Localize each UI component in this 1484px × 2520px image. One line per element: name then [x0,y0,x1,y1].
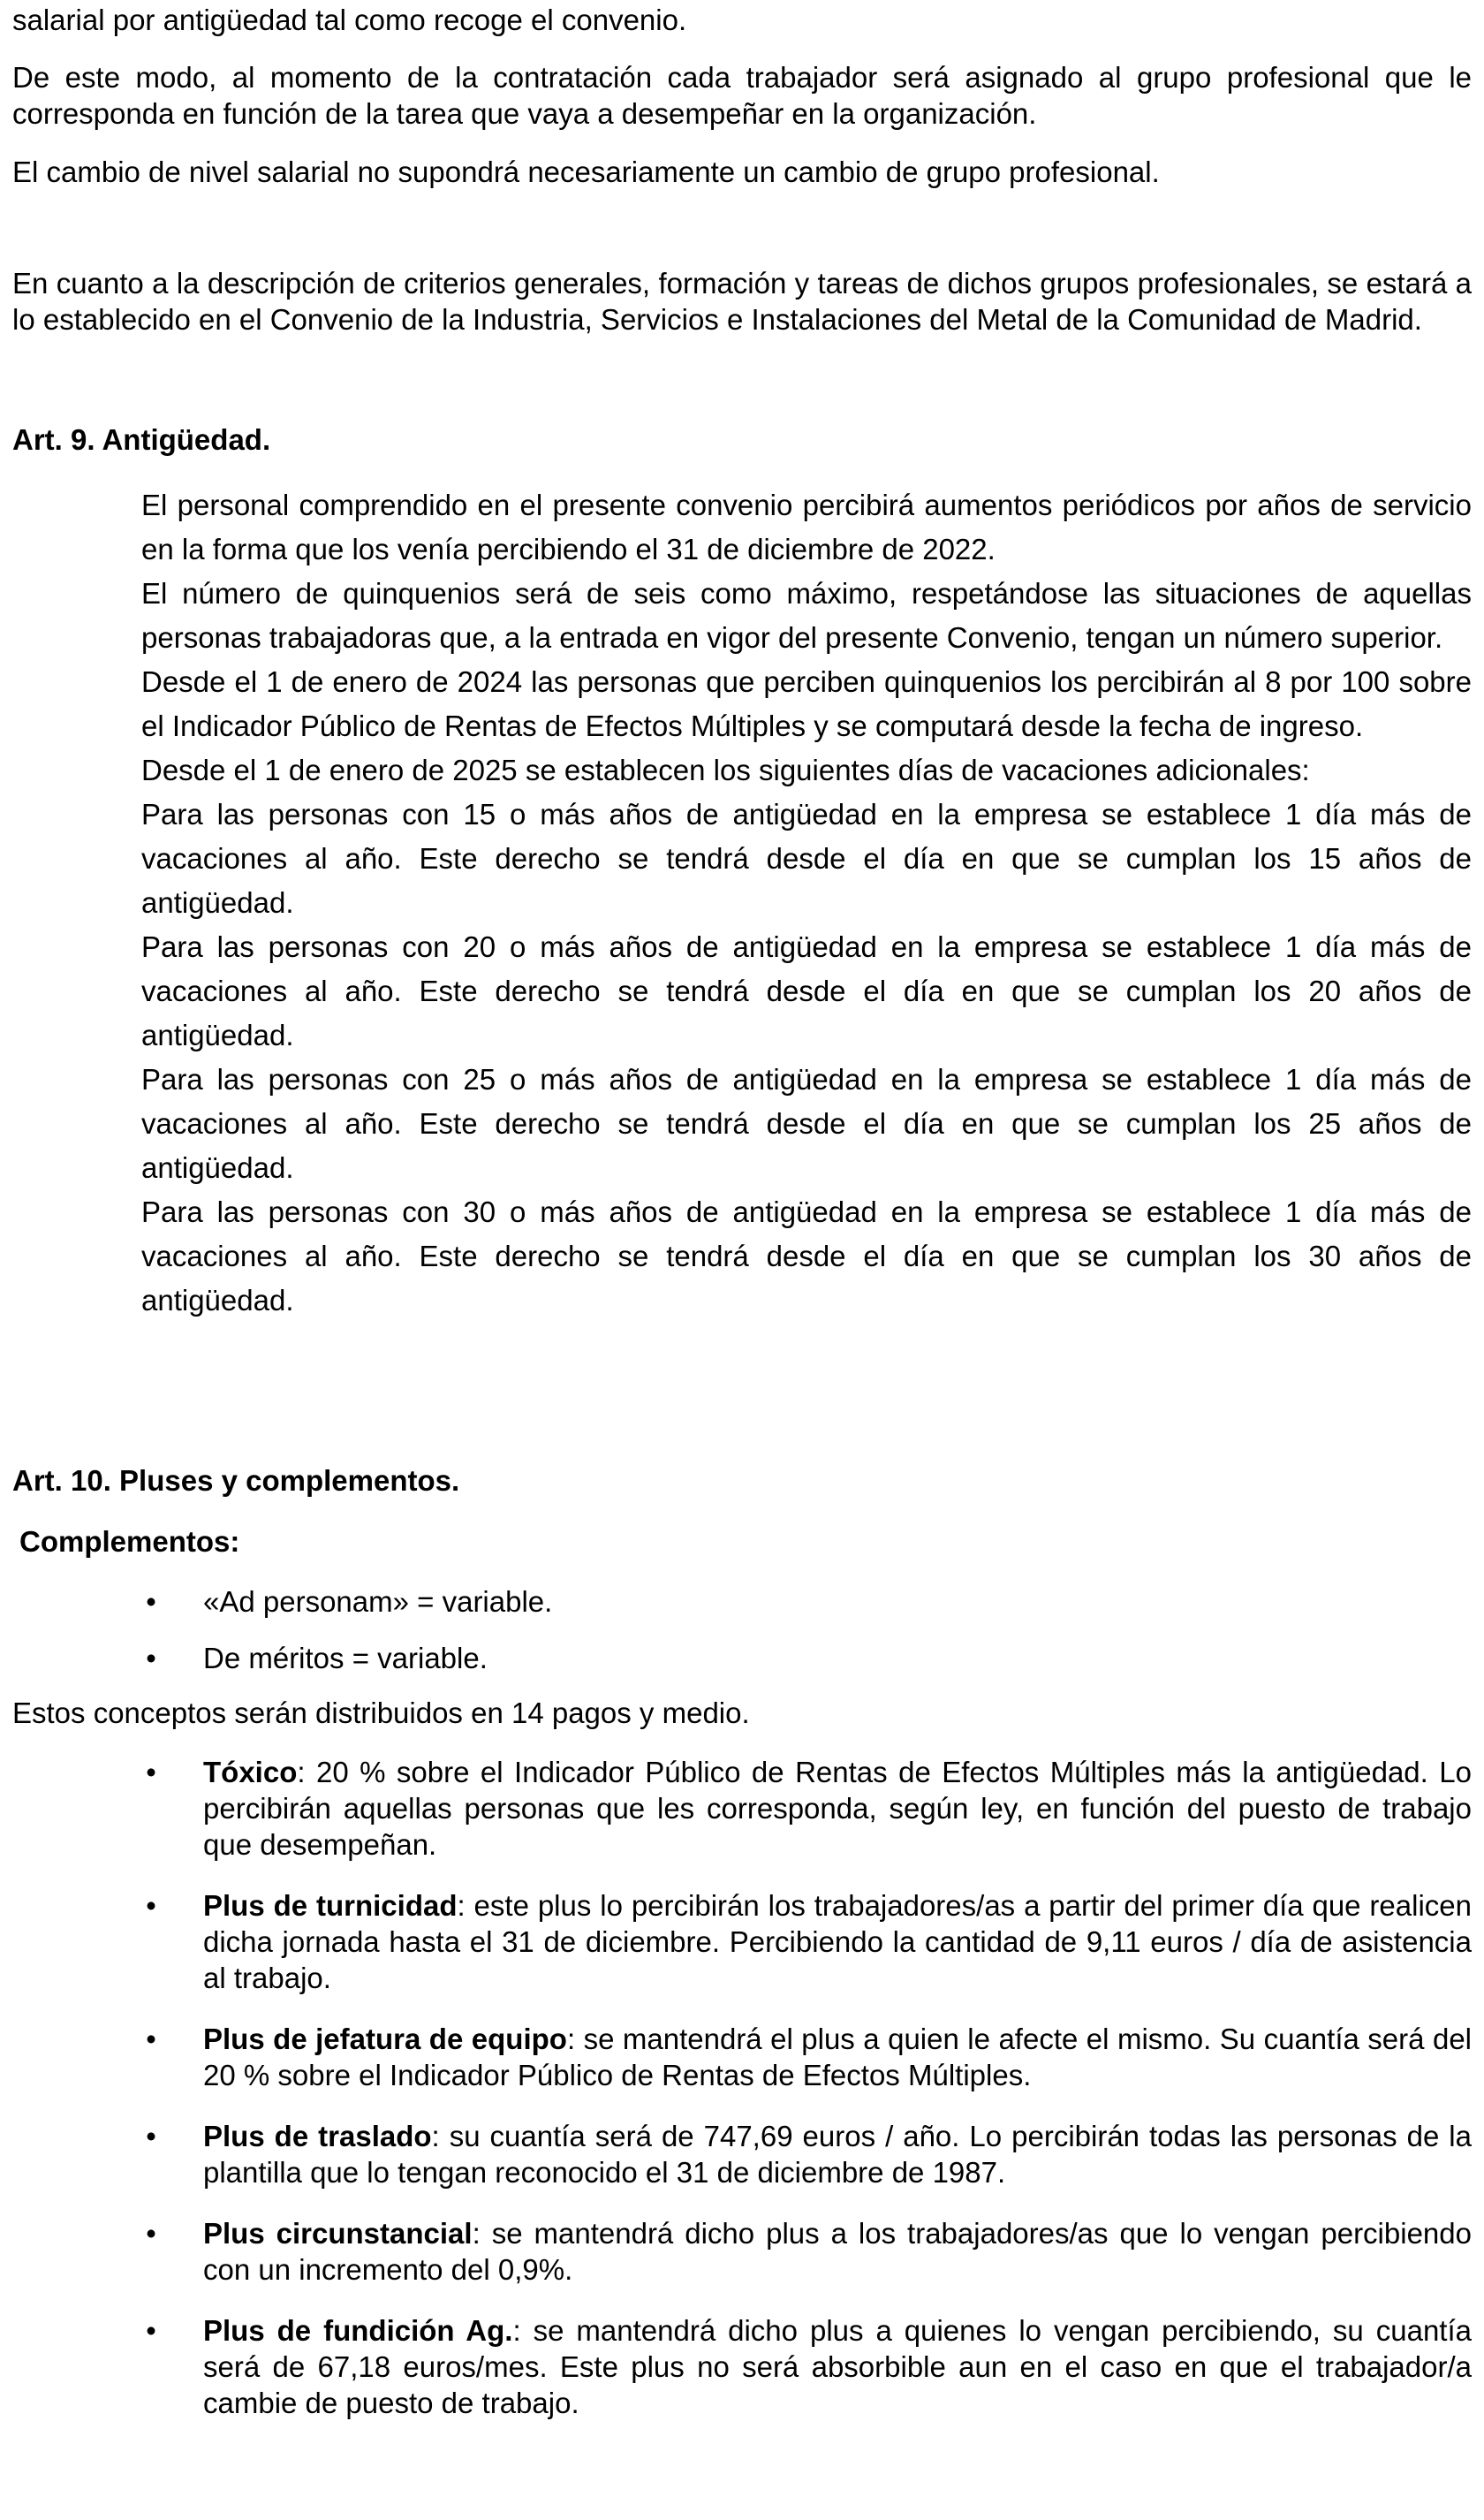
list-item-text: «Ad personam» = variable. [203,1585,553,1618]
plus-text: : 20 % sobre el Indicador Público de Rentas de Efectos Múltiples más la antigüedad. Lo percibirán aquellas personas que les corresponda, según ley, en función del puesto de trabajo que desempeñan. [203,1756,1472,1861]
pluses-list [146,1754,1472,2446]
bullet-icon: • [146,1585,156,1618]
list-item [146,2118,1472,2190]
plus-text: : se mantendrá el plus a quien le afecte el mismo. Su cuantía será del 20 % sobre el Indicador Público de Rentas de Efectos Múltiples. [203,2023,1472,2091]
art9-paragraph: Para las personas con 15 o más años de antigüedad en la empresa se establece 1 día más de vacaciones al año. Este derecho se tendrá desde el día en que se cumplan los 15 años de antigüedad. [141,798,1472,919]
paragraph-criterios-generales: En cuanto a la descripción de criterios generales, formación y tareas de dichos grupos profesionales, se estará a lo establecido en el Convenio de la Industria, Servicios e Instalaciones del Metal de la Comunidad de Madrid. [12,267,1472,336]
art9-paragraph: Para las personas con 25 o más años de antigüedad en la empresa se establece 1 día más de vacaciones al año. Este derecho se tendrá desde el día en que se cumplan los 25 años de antigüedad. [141,1063,1472,1184]
complementos-list [146,1583,1472,1696]
bullet-icon: • [146,1756,156,1788]
bullet-icon: • [146,2023,156,2055]
list-item-text: De méritos = variable. [203,1642,488,1674]
bullet-icon: • [146,1889,156,1922]
plus-title: Plus de jefatura de equipo [203,2023,567,2055]
list-item [146,1754,1472,1863]
paragraph-distribucion: Estos conceptos serán distribuidos en 14 pagos y medio. [12,1696,750,1729]
bullet-icon: • [146,1642,156,1674]
art9-paragraph: Desde el 1 de enero de 2024 las personas que perciben quinquenios los percibirán al 8 por 100 sobre el Indicador Público de Rentas de Efectos Múltiples y se computará desde la fecha de ingreso. [141,665,1472,742]
art9-heading: Art. 9. Antigüedad. [12,423,271,456]
plus-title: Plus circunstancial [203,2217,473,2250]
bullet-icon: • [146,2120,156,2152]
paragraph-salary-continuation: salarial por antigüedad tal como recoge el convenio. [12,4,687,36]
plus-text: : se mantendrá dicho plus a quienes lo vengan percibiendo, su cuantía será de 67,18 euros/mes. Este plus no será absorbible aun en el caso en que el trabajador/a cambie de puesto de trabajo. [203,2314,1472,2419]
art9-paragraph: El personal comprendido en el presente convenio percibirá aumentos periódicos por años de servicio en la forma que los venía percibiendo el 31 de diciembre de 2022. [141,489,1472,565]
bullet-icon: • [146,2314,156,2347]
plus-title: Plus de turnicidad [203,1889,458,1922]
list-item [146,1583,1472,1620]
art9-paragraph: Desde el 1 de enero de 2025 se establecen los siguientes días de vacaciones adicionales: [141,754,1310,786]
plus-title: Plus de traslado [203,2120,432,2152]
plus-text: : este plus lo percibirán los trabajadores/as a partir del primer día que realicen dicha jornada hasta el 31 de diciembre. Percibiendo la cantidad de 9,11 euros / día de asistencia al trabajo. [203,1889,1472,1994]
art9-body [141,483,1472,1323]
plus-text: : se mantendrá dicho plus a los trabajadores/as que lo vengan percibiendo con un incremento del 0,9%. [203,2217,1472,2286]
bullet-icon: • [146,2217,156,2250]
list-item [146,1887,1472,1996]
complementos-subheading: Complementos: [19,1525,240,1558]
list-item [146,1640,1472,1676]
plus-text: : su cuantía será de 747,69 euros / año. Lo percibirán todas las personas de la plantilla que lo tengan reconocido el 31 de diciembre de 1987. [203,2120,1472,2189]
art10-heading: Art. 10. Pluses y complementos. [12,1464,460,1497]
plus-title: Tóxico [203,1756,298,1788]
paragraph-cambio-nivel: El cambio de nivel salarial no supondrá necesariamente un cambio de grupo profesional. [12,156,1160,188]
list-item [146,2021,1472,2093]
list-item [146,2215,1472,2288]
list-item [146,2312,1472,2421]
art9-paragraph: Para las personas con 20 o más años de antigüedad en la empresa se establece 1 día más de vacaciones al año. Este derecho se tendrá desde el día en que se cumplan los 20 años de antigüedad. [141,930,1472,1051]
art9-paragraph: El número de quinquenios será de seis como máximo, respetándose las situaciones de aquellas personas trabajadoras que, a la entrada en vigor del presente Convenio, tengan un número superior. [141,577,1472,654]
paragraph-contratacion: De este modo, al momento de la contratación cada trabajador será asignado al grupo profesional que le corresponda en función de la tarea que vaya a desempeñar en la organización. [12,61,1472,130]
art9-paragraph: Para las personas con 30 o más años de antigüedad en la empresa se establece 1 día más de vacaciones al año. Este derecho se tendrá desde el día en que se cumplan los 30 años de antigüedad. [141,1195,1472,1317]
plus-title: Plus de fundición Ag. [203,2314,513,2347]
